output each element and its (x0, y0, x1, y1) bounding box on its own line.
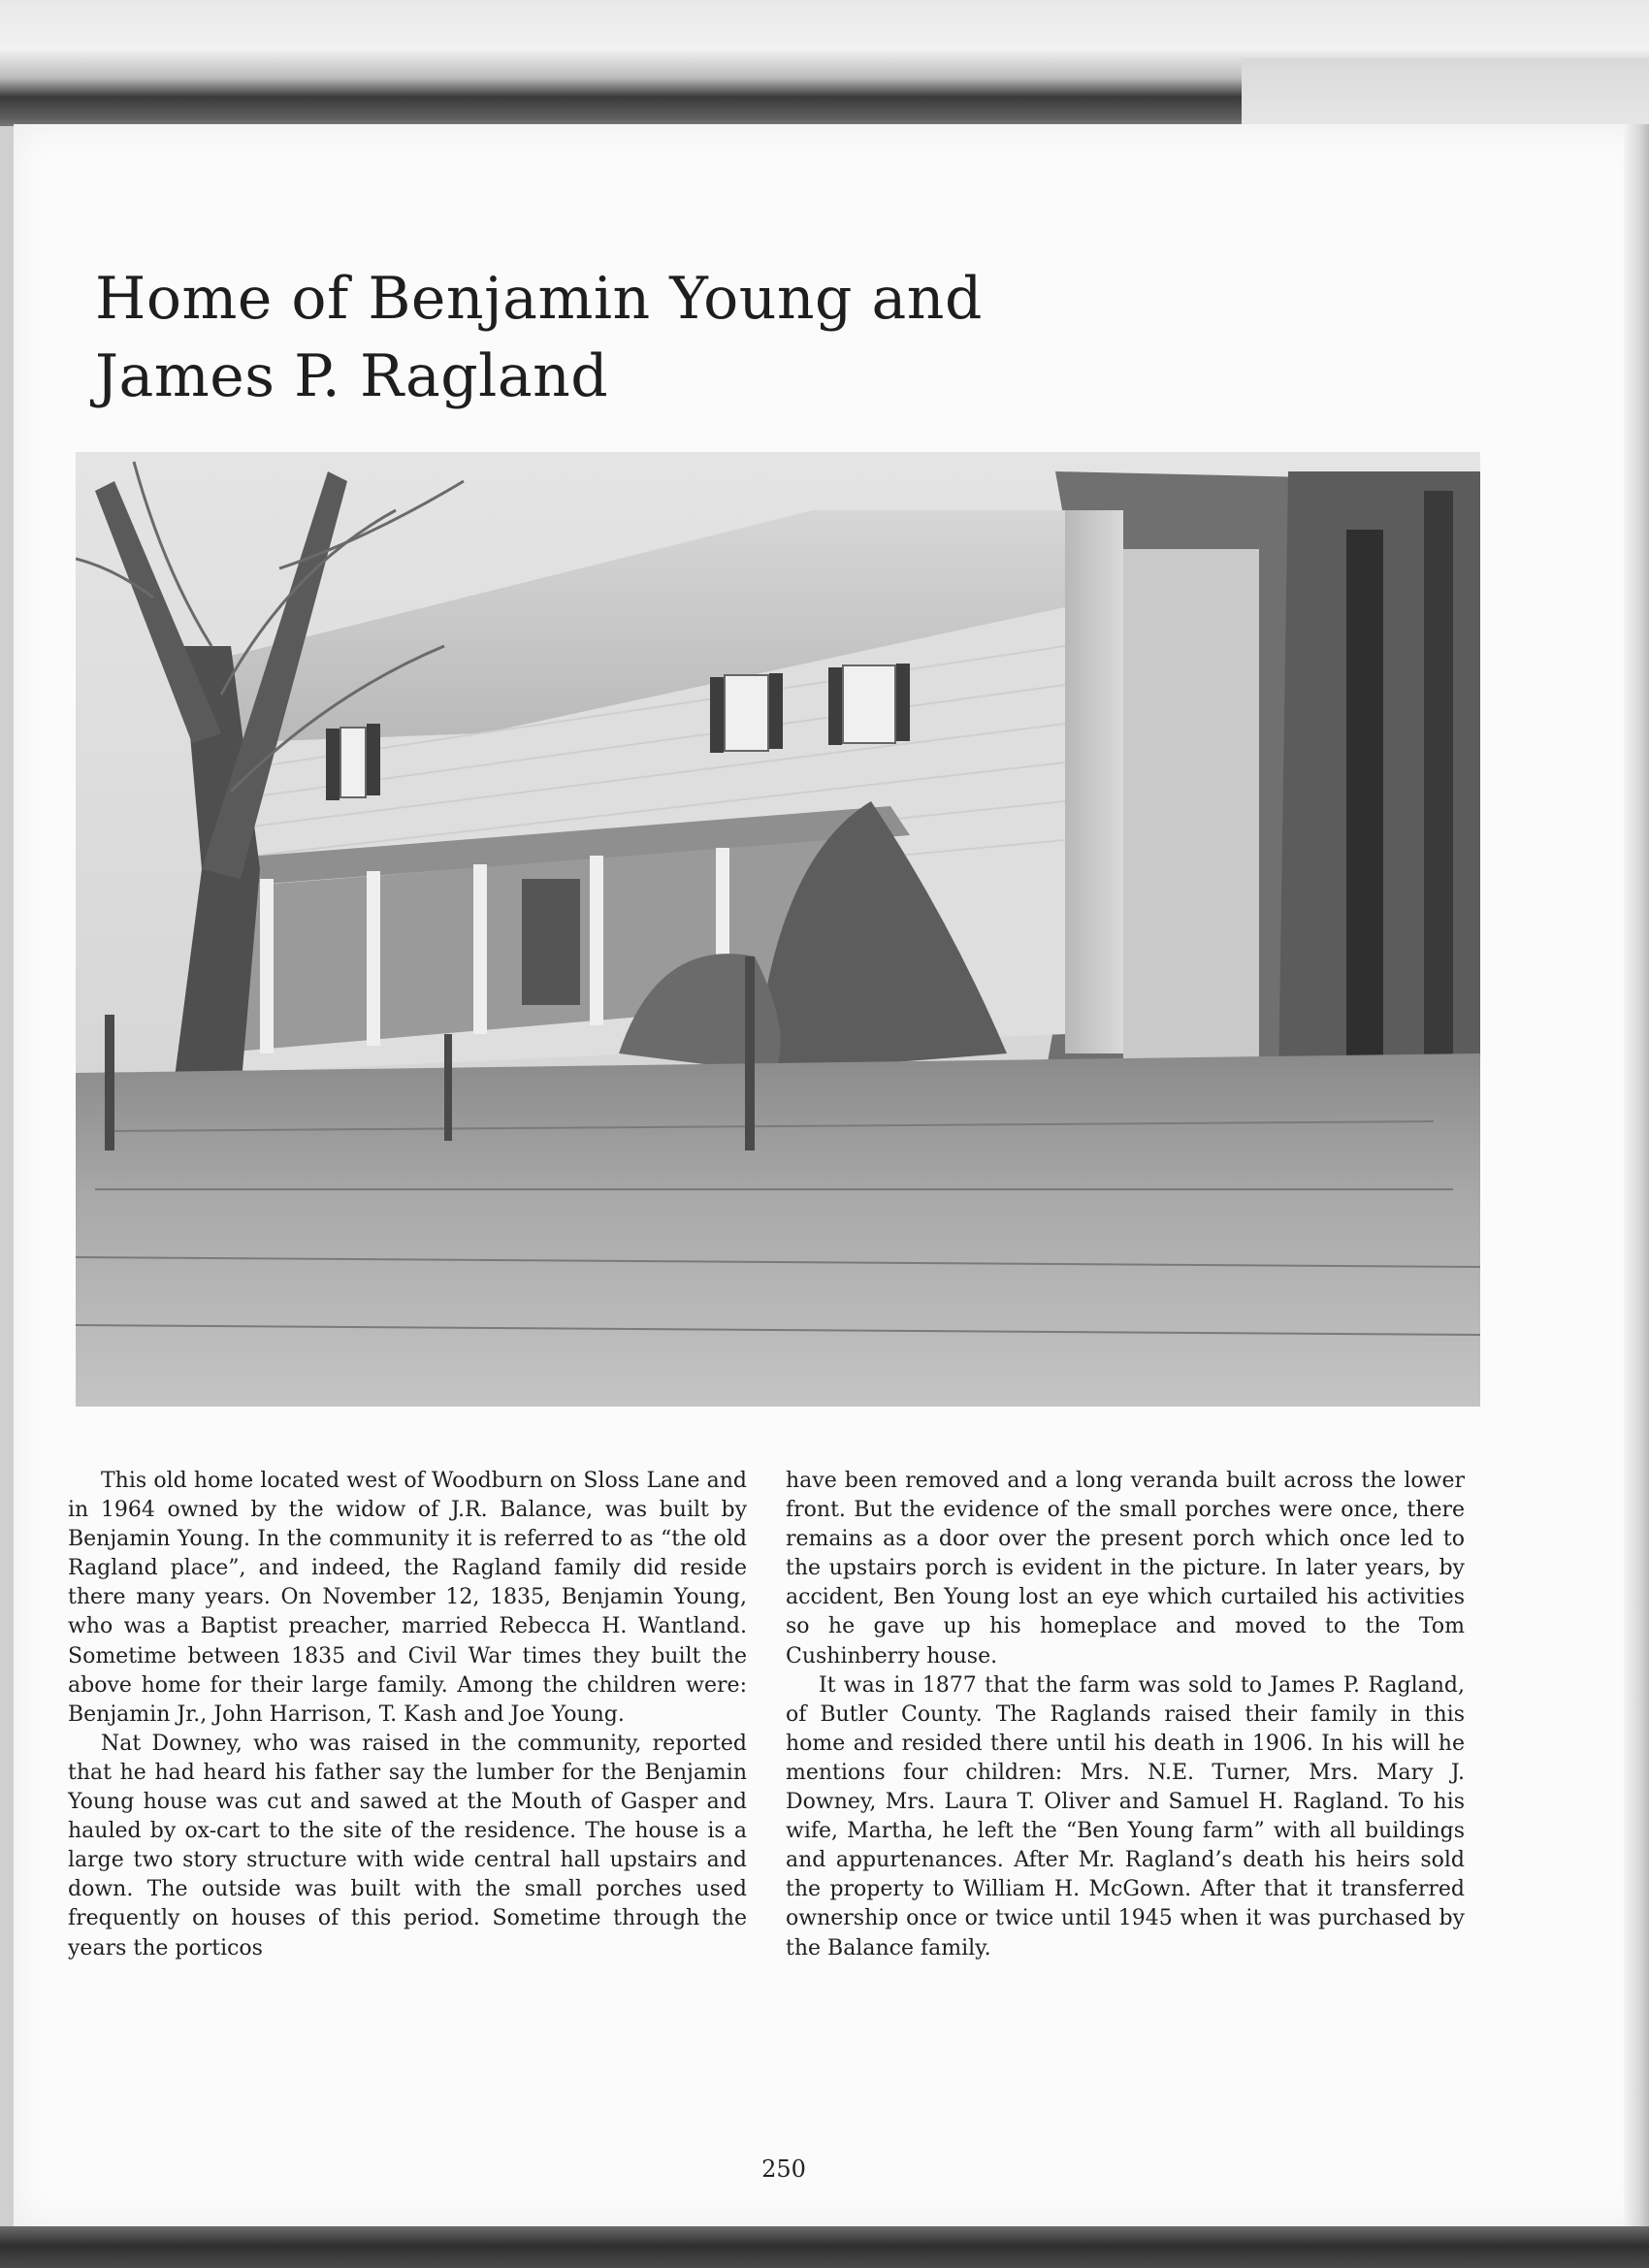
article-paragraph: It was in 1877 that the farm was sold to James P. Ragland, of Butler County. The Raglands raised their family in this home and resided there until his death in 1906. In his will he mentions four children: Mrs. N.E. Turner, Mrs. Mary J. Downey, Mrs. Laura T. Oliver and Samuel H. Ragland. To his wife, Martha, he left the “Ben Young farm” with all buildings and appurtenances. After Mr. Ragland’s death his heirs sold the property to William H. McGown. After that it transferred ownership once or twice until 1945 when it was purchased by the Balance family. (786, 1672, 1465, 1960)
article-paragraph: This old home located west of Woodburn on Sloss Lane and in 1964 owned by the widow of J.R. Balance, was built by Benjamin Young. In the community it is referred to as “the old Ragland place”, and indeed, the Ragland family did reside there many years. On November 12, 1835, Benjamin Young, who was a Baptist preacher, married Rebecca H. Wantland. Sometime between 1835 and Civil War times they built the above home for their large family. Among the children were: Benjamin Jr., John Harrison, T. Kash and Joe Young. (68, 1469, 747, 1727)
page-right-edge (1624, 124, 1649, 2227)
article-left-column (68, 1467, 747, 1963)
article-right-column (786, 1467, 1465, 1963)
house-photograph (76, 452, 1480, 1407)
article-paragraph: have been removed and a long veranda built across the lower front. But the evidence of the small porches were once, there remains as a door over the present porch which once led to the upstairs porch is evident in the picture. In later years, by accident, Ben Young lost an eye which curtailed his activities so he gave up his homeplace and moved to the Tom Cushinberry house. (786, 1469, 1465, 1669)
title-line-2: James P. Ragland (95, 342, 609, 410)
scan-bottom-edge (0, 2226, 1649, 2268)
title-line-1: Home of Benjamin Young and (95, 265, 983, 333)
scan-top-margin (1242, 58, 1649, 126)
page-number: 250 (761, 2155, 806, 2183)
page-title (95, 260, 1065, 415)
article-paragraph: Nat Downey, who was raised in the community, reported that he had heard his father say the lumber for the Benjamin Young house was cut and sawed at the Mouth of Gasper and hauled by ox-cart to the site of the residence. The house is a large two story structure with wide central hall upstairs and down. The outside was built with the small porches used frequently on houses of this period. Sometime through the years the porticos (68, 1731, 747, 1960)
